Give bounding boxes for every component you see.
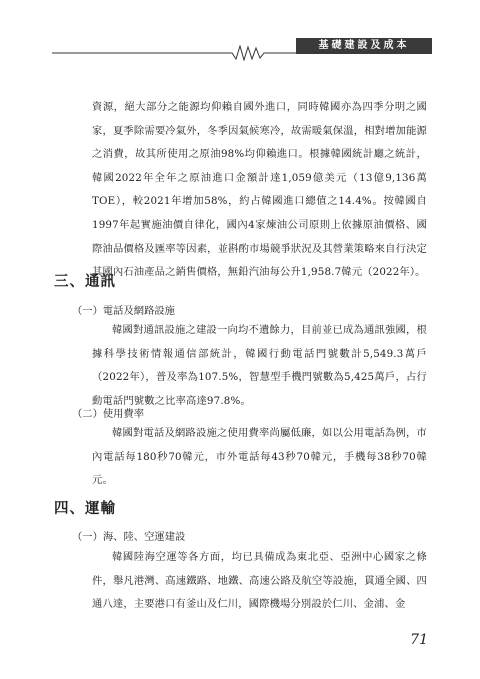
section-heading-transport: 四、運輸 [54,500,116,517]
running-header-title: 基礎建設及成本 [296,38,432,54]
subsection-title-phone-network: （一）電話及網路設施 [72,305,175,317]
intro-paragraph: 資源，絕大部分之能源均仰賴自國外進口，同時韓國亦為四季分明之國家，夏季除需要冷氣外，冬季因氣候寒冷，故需暖氣保溫，相對增加能源之消費，故其所使用之原油98%均仰賴進口。根據韓國統計廳之統計，韓國2022年全年之原油進口金額計達1,059億美元（13億9,136萬TOE），較2021年增加58%，約占韓國進口總值之14.4%。按韓國自1997年起實施油價自律化，國內4家煉油公司原則上依據原油價格、國際油品價格及匯率等因素，並斟酌市場競爭狀況及其營業策略來自行決定其國內石油產品之銷售價格，無鉛汽油每公升1,958.7韓元（2022年）。 [92,101,427,279]
fees-paragraph: 韓國對電話及網路設施之使用費率尚屬低廉，如以公用電話為例，市內電話每180秒70韓元，市外電話每43秒70韓元，手機每38秒70韓元。 [92,427,427,487]
phone-network-paragraph: 韓國對通訊設施之建設一向均不遺餘力，目前並已成為通訊強國，根據科學技術情報通信部統計，韓國行動電話門號數計5,549.3萬戶（2022年），普及率為107.5%，智慧型手機門號數為5,425萬戶，占行動電話門號數之比率高達97.8%。 [92,324,427,407]
subsection-title-sea-land-air: （一）海、陸、空運建設 [72,531,186,543]
header-ecg-line [52,45,296,61]
subsection-title-fees: （二）使用費率 [72,408,145,420]
transport-paragraph: 韓國陸海空運等各方面，均已具備成為東北亞、亞洲中心國家之條件，舉凡港灣、高速鐵路、地鐵、高速公路及航空等設施，貫通全國、四通八達，主要港口有釜山及仁川，國際機場分別設於仁川、金浦、金 [92,551,427,611]
page-number: 71 [410,632,428,648]
section-heading-telecom: 三、通訊 [54,273,116,290]
